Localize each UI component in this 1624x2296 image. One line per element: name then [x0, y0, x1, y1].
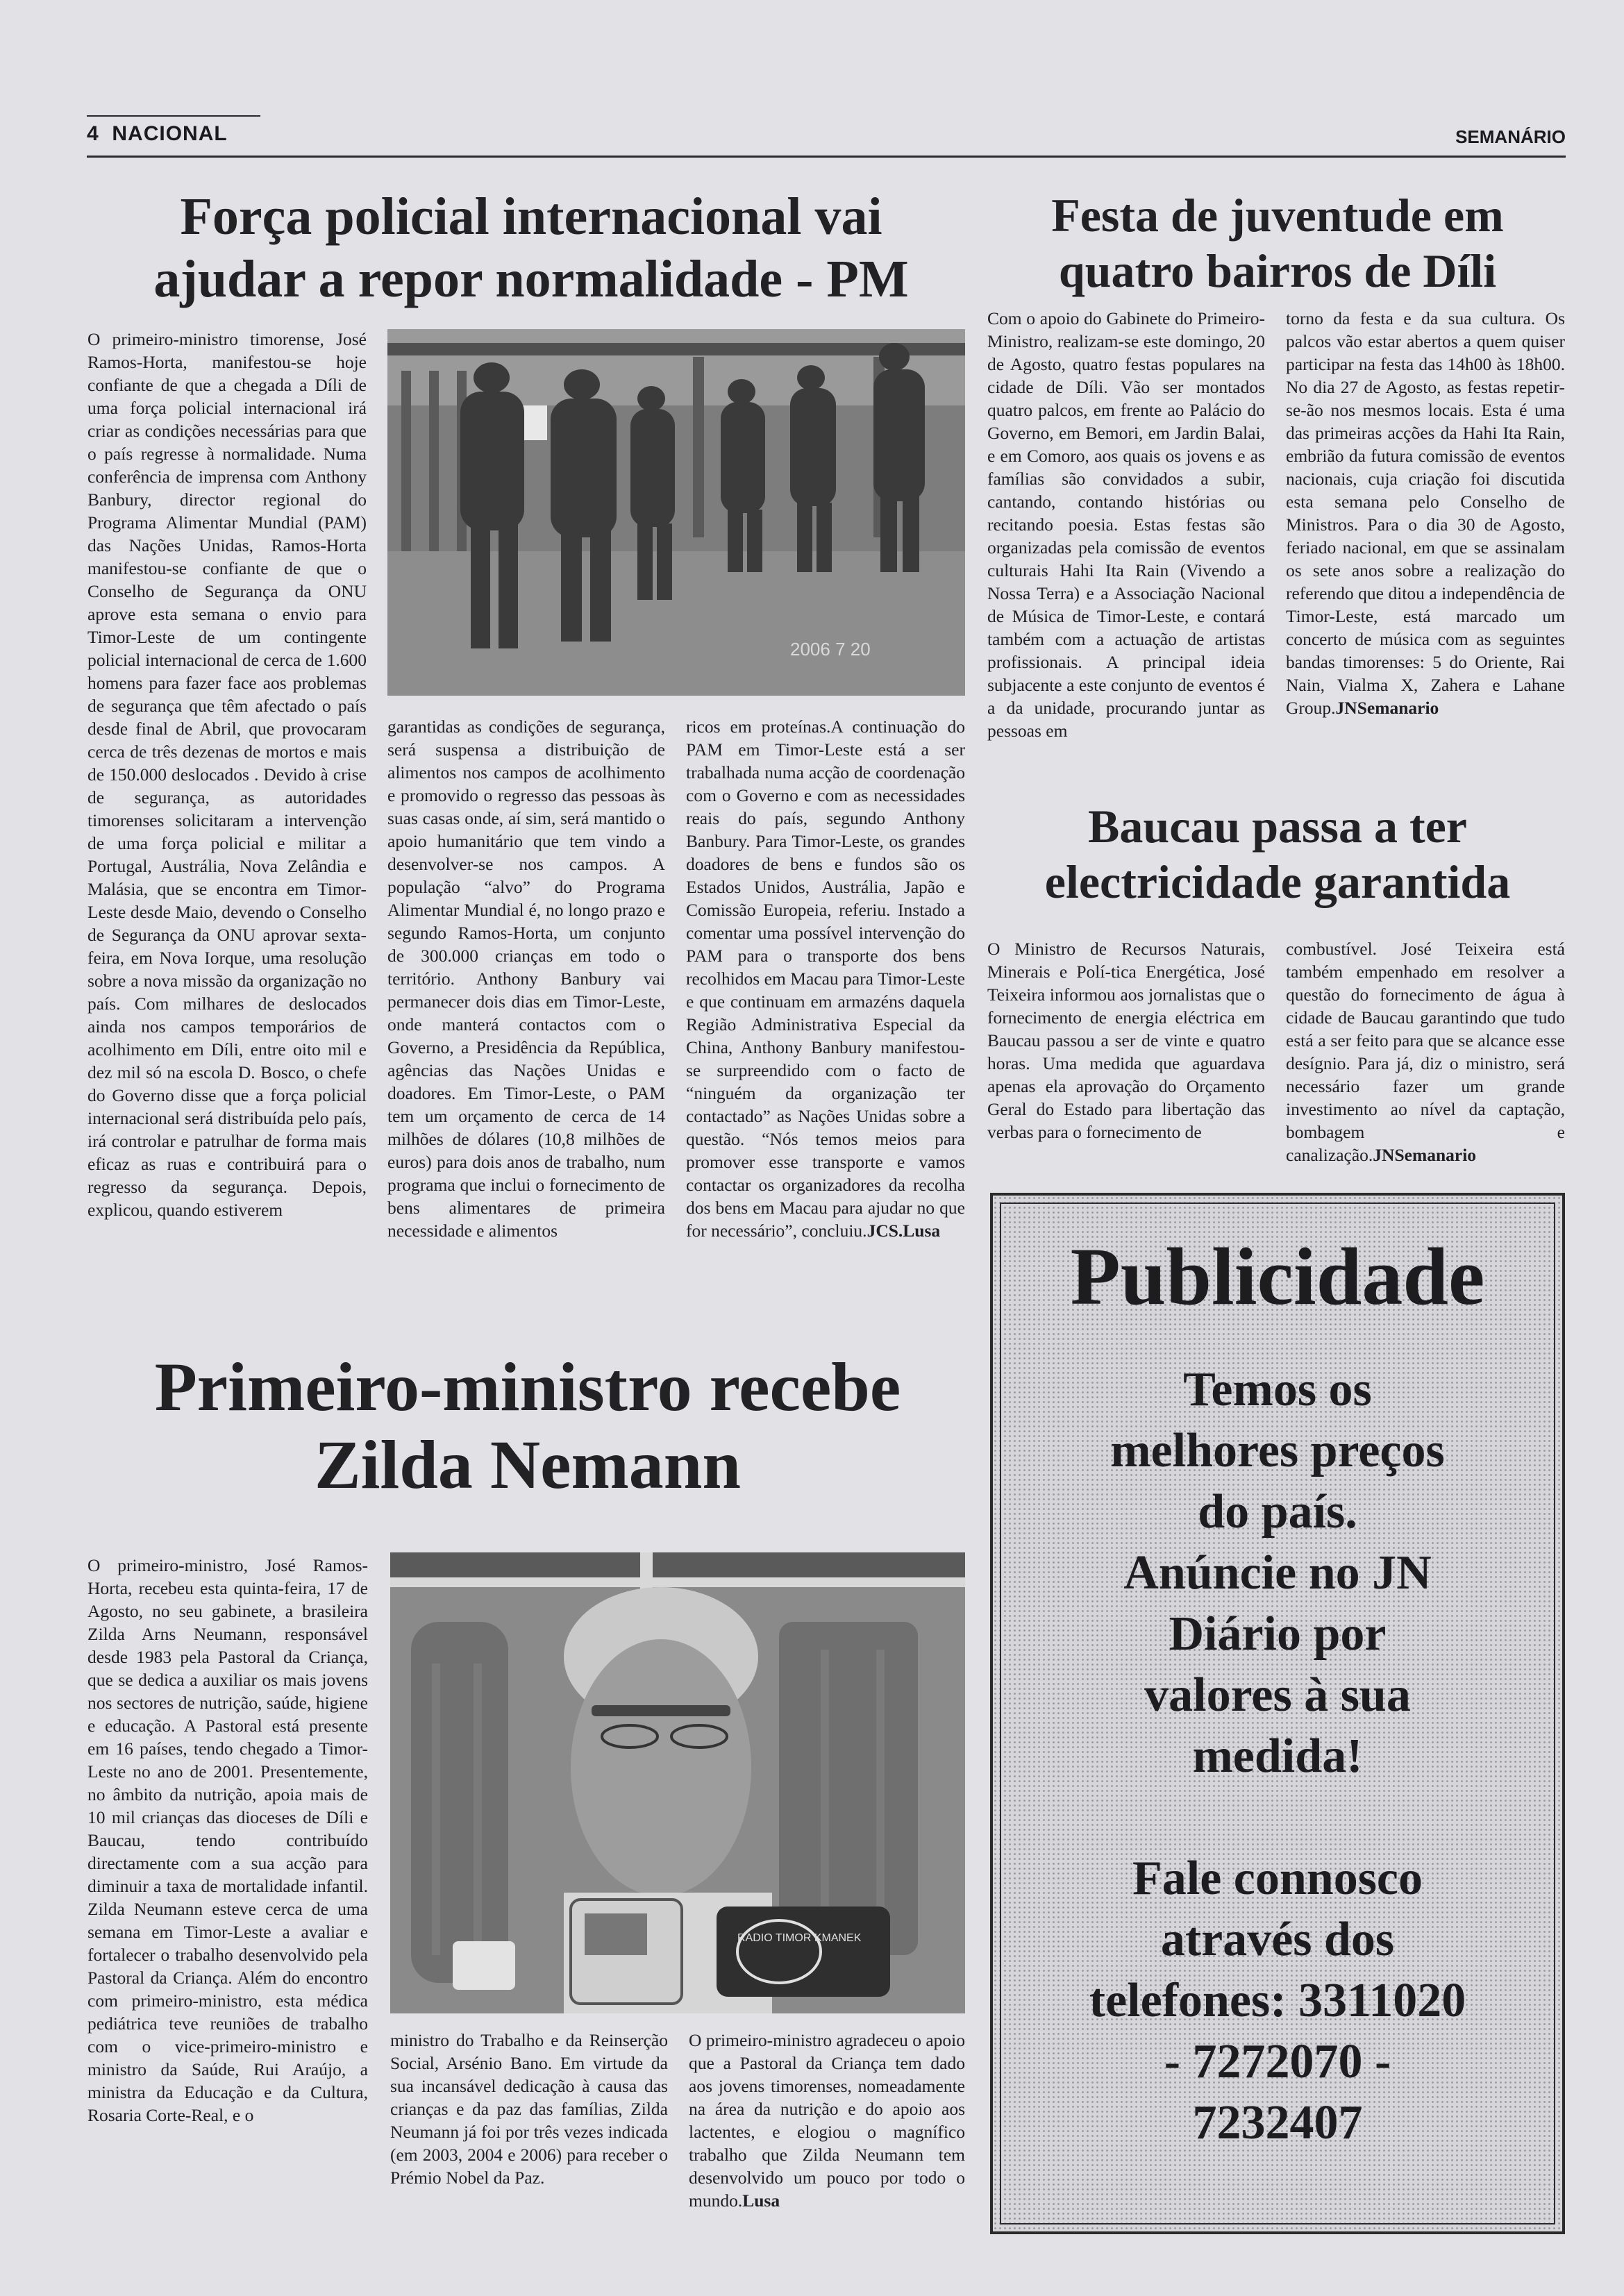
- article-signoff: JNSemanario: [1373, 1145, 1477, 1165]
- soldiers-photo: [387, 329, 965, 696]
- advertisement-line: melhores preços: [1110, 1424, 1445, 1477]
- article-signoff: JNSemanario: [1335, 698, 1439, 718]
- article-text: Com o apoio do Gabinete do Primeiro-Ministro, realizam-se este domingo, 20 de Agosto, quatro festas populares na cidade de Díli. Vão ser montados quatro palcos, em frente ao Palácio do Governo, em Bemori, em Jardin Balai, e em Comoro, aos quais os jovens e as famílias são convidados a subir, cantando, contando histórias ou recitando poesia. Estas festas são organizadas pela comissão de eventos culturais Hahi Ita Rain (Vivendo a Nossa Terra) e a Associação Nacional de Música de Timor-Leste, e contará também com a actuação de artistas profissionais. A principal ideia subjacente a este conjunto de eventos é a da unidade, procurando juntar as pessoas em: [987, 308, 1265, 741]
- article2-column-2: [1286, 307, 1565, 773]
- advertisement-title: Publicidade: [1070, 1231, 1485, 1322]
- article3-headline-line: Baucau passa a ter: [1088, 800, 1467, 853]
- advertisement-line: medida!: [1192, 1729, 1363, 1783]
- prime-minister-photo: [390, 1552, 965, 2013]
- article1-column-3: [686, 715, 965, 1325]
- article4-headline-line: Primeiro-ministro recebe: [154, 1348, 901, 1425]
- page-number: 4: [87, 122, 99, 145]
- advertisement-line: valores à sua: [1144, 1668, 1411, 1722]
- article-text: torno da festa e da sua cultura. Os palcos vão estar abertos a quem quiser participar na festa das 14h00 às 18h00. No dia 27 de Agosto, as festas repetir-se-ão nos mesmos locais. Esta é uma das primeiras acções da Hahi Ita Rain, embrião da futura comissão de eventos nacionais, cuja criação foi discutida esta semana pelo Conselho de Ministros. Para o dia 30 de Agosto, feriado nacional, em que se assinalam os sete anos sobre a realização do referendo que ditou a independência de Timor-Leste, está marcado um concerto de música com as seguintes bandas timorenses: 5 do Oriente, Rai Nain, Vialma X, Zahera e Lahane Group.JNSemanario: [1286, 308, 1565, 718]
- article-text: ministro do Trabalho e da Reinserção Social, Arsénio Bano. Em virtude da sua incansável dedicação à causa das crianças e da paz das famílias, Zilda Neumann já foi por três vezes indicada (em 2003, 2004 e 2006) para receber o Prémio Nobel da Paz.: [390, 2030, 668, 2188]
- advertisement-line: Temos os: [1183, 1363, 1372, 1416]
- article-signoff: Lusa: [742, 2190, 780, 2211]
- advertisement-line: 7232407: [1192, 2096, 1363, 2150]
- article2-headline-line: Festa de juventude em: [1051, 189, 1504, 242]
- advertisement-line: - 7272070 -: [1164, 2035, 1391, 2088]
- article-text: O primeiro-ministro agradeceu o apoio que a Pastoral da Criança tem dado aos jovens timorenses, nomeadamente na área da nutrição e do apoio aos lactentes, e elogiou o magnífico trabalho que Zilda Neumann tem desenvolvido um pouco por todo o mundo.Lusa: [689, 2030, 965, 2211]
- advertisement-line: Anúncie no JN: [1123, 1546, 1432, 1600]
- article-text: combustível. José Teixeira está também empenhado em resolver a questão do fornecimento de água à cidade de Baucau garantindo que tudo está a ser feito para que se alcance esse desígnio. Para já, diz o ministro, será necessário fazer um grande investimento ao nível da captação, bombagem e canalização.JNSemanario: [1286, 939, 1565, 1165]
- article1-column-2: [387, 715, 665, 1325]
- article4-column-1: [87, 1554, 368, 2234]
- article-text: ricos em proteínas.A continuação do PAM em Timor-Leste está a ser trabalhada numa acção de coordenação com o Governo e com as necessidades reais do país, segundo Anthony Banbury. Para Timor-Leste, os grandes doadores de bens e fundos são os Estados Unidos, Austrália, Japão e Comissão Europeia, referiu. Instado a comentar uma possível intervenção do PAM para o transporte dos bens recolhidos em Macau para Timor-Leste e que continuam em armazéns daquela Região Administrativa Especial da China, Anthony Banbury manifestou-se surpreendido com o facto de “ninguém da organização ter contactado” as Nações Unidas sobre a questão. “Nós temos meios para promover esse transporte e vamos contactar os organizadores da recolha dos bens em Macau para ajudar no que for necessário”, concluiu.JCS.Lusa: [686, 717, 965, 1241]
- article1-headline-line: Força policial internacional vai: [180, 187, 882, 246]
- article4-headline: [90, 1348, 965, 1504]
- advertisement-line: Diário por: [1169, 1607, 1387, 1661]
- article-text: O primeiro-ministro, José Ramos-Horta, recebeu esta quinta-feira, 17 de Agosto, no seu gabinete, a brasileira Zilda Arns Neumann, responsável desde 1983 pela Pastoral da Criança, que se dedica a auxiliar os mais jovens nos sectores de nutrição, saúde, higiene e educação. A Pastoral está presente em 16 países, tendo chegado a Timor-Leste no ano de 2001. Presentemente, no âmbito da nutrição, apoia mais de 10 mil crianças das dioceses de Díli e Baucau, tendo contribuído directamente com a sua acção para diminuir a taxa de mortalidade infantil. Zilda Neumann esteve cerca de uma semana em Timor-Leste a avaliar e fortalecer o trabalho desenvolvido pela Pastoral da Criança. Além do encontro com primeiro-ministro, esta médica pediátrica teve reuniões de trabalho com o vice-primeiro-ministro e ministro da Saúde, Rui Araújo, a ministra da Educação e da Cultura, Rosaria Corte-Real, e o: [87, 1555, 368, 2125]
- article2-headline: [986, 187, 1569, 299]
- photo-date-stamp: 2006 7 20: [790, 639, 871, 660]
- advertisement-line: do país.: [1198, 1485, 1357, 1539]
- article4-column-3: [689, 2029, 965, 2234]
- article1-column-1: [87, 328, 367, 1325]
- soldiers-photo-illustration: [387, 329, 965, 696]
- article1-headline-line: ajudar a repor normalidade - PM: [153, 249, 909, 308]
- article3-headline: [986, 798, 1569, 910]
- advertisement-box: [990, 1193, 1565, 2234]
- article2-column-1: [987, 307, 1265, 773]
- article3-headline-line: electricidade garantida: [1044, 855, 1511, 909]
- article-text: O Ministro de Recursos Naturais, Minerais e Polí-tica Energética, José Teixeira informou aos jornalistas que o fornecimento de energia eléctrica em Baucau passou a ser de vinte e quatro horas. Uma medida que aguardava apenas ela aprovação do Orçamento Geral do Estado para libertação das verbas para o fornecimento de: [987, 939, 1265, 1142]
- running-header: [87, 119, 1566, 158]
- article3-column-2: [1286, 937, 1565, 1190]
- advertisement-line: através dos: [1160, 1913, 1395, 1966]
- header-rule: [87, 115, 260, 117]
- article2-headline-line: quatro bairros de Díli: [1058, 244, 1497, 298]
- article4-column-2: [390, 2029, 668, 2234]
- article1-headline: [90, 186, 972, 310]
- section-name: NACIONAL: [112, 122, 228, 145]
- page-label: [87, 122, 228, 146]
- article4-headline-line: Zilda Nemann: [314, 1426, 741, 1503]
- publication-name: SEMANÁRIO: [1455, 126, 1566, 147]
- article-text: O primeiro-ministro timorense, José Ramos-Horta, manifestou-se hoje confiante de que a chegada a Díli de uma força policial internacional irá criar as condições necessárias para que o país regresse à normalidade. Numa conferência de imprensa com Anthony Banbury, director regional do Programa Alimentar Mundial (PAM) das Nações Unidas, Ramos-Horta manifestou-se confiante de que o Conselho de Segurança da ONU aprove esta semana o envio para Timor-Leste de um contingente policial internacional de cerca de 1.600 homens para fazer face aos problemas de segurança que têm afectado o país desde final de Abril, que provocaram cerca de três dezenas de mortos e mais de 150.000 deslocados . Devido à crise de segurança, as autoridades timorenses solicitaram a intervenção de uma força policial e militar a Portugal, Austrália, Nova Zelândia e Malásia, que se encontra em Timor-Leste desde Maio, devendo o Conselho de Segurança da ONU aprovar sexta-feira, em Nova Iorque, uma resolução sobre a nova missão da organização no país. Com milhares de deslocados ainda nos campos temporários de acolhimento em Díli, entre oito mil e dez mil só na escola D. Bosco, o chefe do Governo disse que a força policial internacional será distribuída pelo país, irá controlar e patrulhar de forma mais eficaz as ruas e contribuirá para o regresso da segurança. Depois, explicou, quando estiverem: [87, 329, 367, 1220]
- article-signoff: JCS.Lusa: [867, 1221, 941, 1241]
- microphone-label: RADIO TIMOR KMANEK: [737, 1932, 862, 1944]
- advertisement-line: Fale connosco: [1132, 1852, 1423, 1905]
- prime-minister-photo-illustration: [390, 1552, 965, 2013]
- advertisement-line: telefones: 3311020: [1089, 1974, 1466, 2027]
- article-text: garantidas as condições de segurança, será suspensa a distribuição de alimentos nos campos de acolhimento e promovido o regresso das pessoas às suas casas onde, aí sim, será mantido o apoio humanitário que tem vindo a desenvolver-se nos campos. A população “alvo” do Programa Alimentar Mundial é, no longo prazo e segundo Ramos-Horta, um conjunto de 300.000 crianças em todo o território. Anthony Banbury vai permanecer dois dias em Timor-Leste, onde manterá contactos com o Governo, a Presidência da República, agências das Nações Unidas e doadores. Em Timor-Leste, o PAM tem um orçamento de cerca de 14 milhões de dólares (10,8 milhões de euros) para dois anos de trabalho, num programa que inclui o fornecimento de bens alimentares de primeira necessidade e alimentos: [387, 717, 665, 1241]
- article3-column-1: [987, 937, 1265, 1190]
